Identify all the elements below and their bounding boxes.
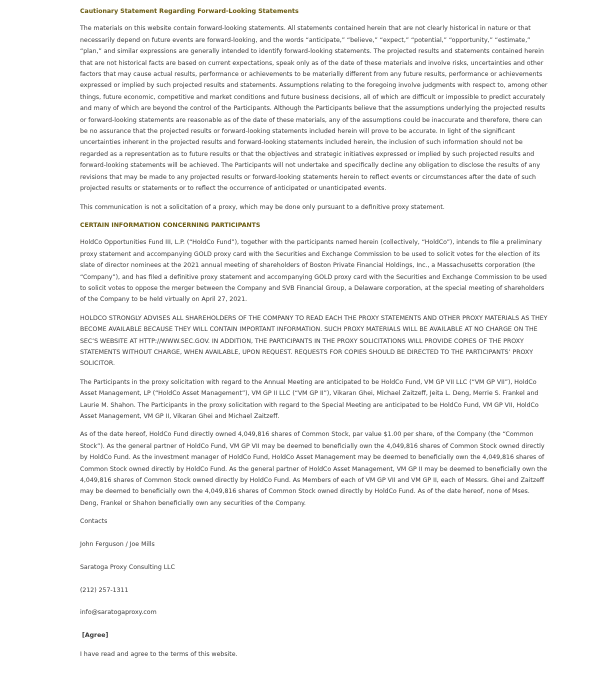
- contacts-section: [80, 516, 548, 619]
- solicitation-note: This communication is not a solicitation of a proxy, which may be done only pursuant to a definitive proxy statement.: [80, 203, 445, 211]
- contact-email[interactable]: [80, 607, 548, 618]
- contact-names: John Ferguson / Joe Mills: [80, 541, 155, 549]
- agree-statement: I have read and agree to the terms of this website.: [80, 651, 238, 659]
- contacts-label: Contacts: [80, 518, 108, 526]
- participants-paragraph-1: HoldCo Opportunities Fund III, L.P. (“HoldCo Fund”), together with the participants named herein (collectively, “HoldCo”), intends to file a preliminary proxy statement and accompanying GOLD proxy card with the Securities and Exchange Commission to be used to solicit votes for the election of its slate of director nominees at the 2021 annual meeting of shareholders of Boston Private Financial Holdings, Inc., a Massachusetts corporation (the “Company”), and has filed a definitive proxy statement and accompanying GOLD proxy card with the Securities and Exchange Commission to be used to solicit votes to oppose the merger between the Company and SVB Financial Group, a Delaware corporation, at the special meeting of shareholders of the Company to be held virtually on April 27, 2021.: [80, 239, 547, 304]
- contact-phone: (212) 257-1311: [80, 586, 129, 594]
- contact-company: Saratoga Proxy Consulting LLC: [80, 563, 175, 571]
- advisory-paragraph: HOLDCO STRONGLY ADVISES ALL SHAREHOLDERS OF THE COMPANY TO READ EACH THE PROXY STATEMENTS AND OTHER PROXY MATERIALS AS THEY BECOME AVAILABLE BECAUSE THEY WILL CONTAIN IMPORTANT INFORMATION. SUCH PROXY MATERIALS WILL BE AVAILABLE AT NO CHARGE ON THE SEC’S WEBSITE AT HTTP://WWW.SEC.GOV. IN ADDITION, THE PARTICIPANTS IN THE PROXY SOLICITATIONS WILL PROVIDE COPIES OF THE PROXY STATEMENTS WITHOUT CHARGE, WHEN AVAILABLE, UPON REQUEST. REQUESTS FOR COPIES SHOULD BE DIRECTED TO THE PARTICIPANTS’ PROXY SOLICITOR.: [80, 314, 548, 368]
- participants-heading: CERTAIN INFORMATION CONCERNING PARTICIPANTS: [80, 221, 261, 229]
- forward-looking-paragraph: The materials on this website contain forward-looking statements. All statements contained herein that are not clearly historical in nature or that necessarily depend on future events are forward-looking, and the words “anticipate,” “believe,” “expect,” “potential,” “opportunity,” “estimate,” “plan,” and similar expressions are generally intended to identify forward-looking statements. The projected results and statements contained herein that are not historical facts are based on current expectations, speak only as of the date of these materials and involve risks, uncertainties and other factors that may cause actual results, performance or achievements to be materially different from any future results, performance or achievements expressed or implied by such projected results and statements. Assumptions relating to the foregoing involve judgments with respect to, among other things, future economic, competitive and market conditions and future business decisions, all of which are difficult or impossible to predict accurately and many of which are beyond the control of the Participants. Although the Participants believe that the assumptions underlying the projected results or forward-looking statements are reasonable as of the date of these materials, any of the assumptions could be inaccurate and therefore, there can be no assurance that the projected results or forward-looking statements included herein will prove to be accurate. In light of the significant uncertainties inherent in the projected results and forward-looking statements included herein, the inclusion of such information should not be regarded as a representation as to future results or that the objectives and strategic initiatives expressed or implied by such projected results and forward-looking statements will be achieved. The Participants will not undertake and specifically decline any obligation to disclose the results of any revisions that may be made to any projected results or forward-looking statements herein to reflect events or circumstances after the date of such projected results or statements or to reflect the occurrence of anticipated or unanticipated events.: [80, 25, 548, 193]
- ownership-paragraph: As of the date hereof, HoldCo Fund directly owned 4,049,816 shares of Common Stock, par value $1.00 per share, of the Company (the “Common Stock”). As the general partner of HoldCo Fund, VM GP VII may be deemed to beneficially own the 4,049,816 shares of Common Stock owned directly by HoldCo Fund. As the investment manager of HoldCo Fund, HoldCo Asset Management may be deemed to beneficially own the 4,049,816 shares of Common Stock owned directly by HoldCo Fund. As the general partner of HoldCo Asset Management, VM GP II may be deemed to beneficially own the 4,049,816 shares of Common Stock owned directly by HoldCo Fund. As Members of each of VM GP VII and VM GP II, each of Messrs. Ghei and Zaitzeff may be deemed to beneficially own the 4,049,816 shares of Common Stock owned directly by HoldCo Fund. As of the date hereof, none of Mses. Deng, Frankel or Shahon beneficially own any securities of the Company.: [80, 431, 548, 507]
- contact-email-link[interactable]: info@saratogaproxy.com: [80, 609, 157, 617]
- page-title: Cautionary Statement Regarding Forward-Looking Statements: [80, 8, 299, 15]
- agree-button[interactable]: [Agree]: [82, 632, 109, 640]
- disclaimer-page: [80, 6, 548, 661]
- participants-paragraph-2: The Participants in the proxy solicitation with regard to the Annual Meeting are anticipated to be HoldCo Fund, VM GP VII LLC (“VM GP VII”), HoldCo Asset Management, LP (“HoldCo Asset Management”), VM GP II LLC (“VM GP II”), Vikaran Ghei, Michael Zaitzeff, Jeita L. Deng, Merrie S. Frankel and Laurie M. Shahon. The Participants in the proxy solicitation with regard to the Special Meeting are anticipated to be HoldCo Fund, VM GP VII, HoldCo Asset Management, VM GP II, Vikaran Ghei and Michael Zaitzeff.: [80, 378, 539, 420]
